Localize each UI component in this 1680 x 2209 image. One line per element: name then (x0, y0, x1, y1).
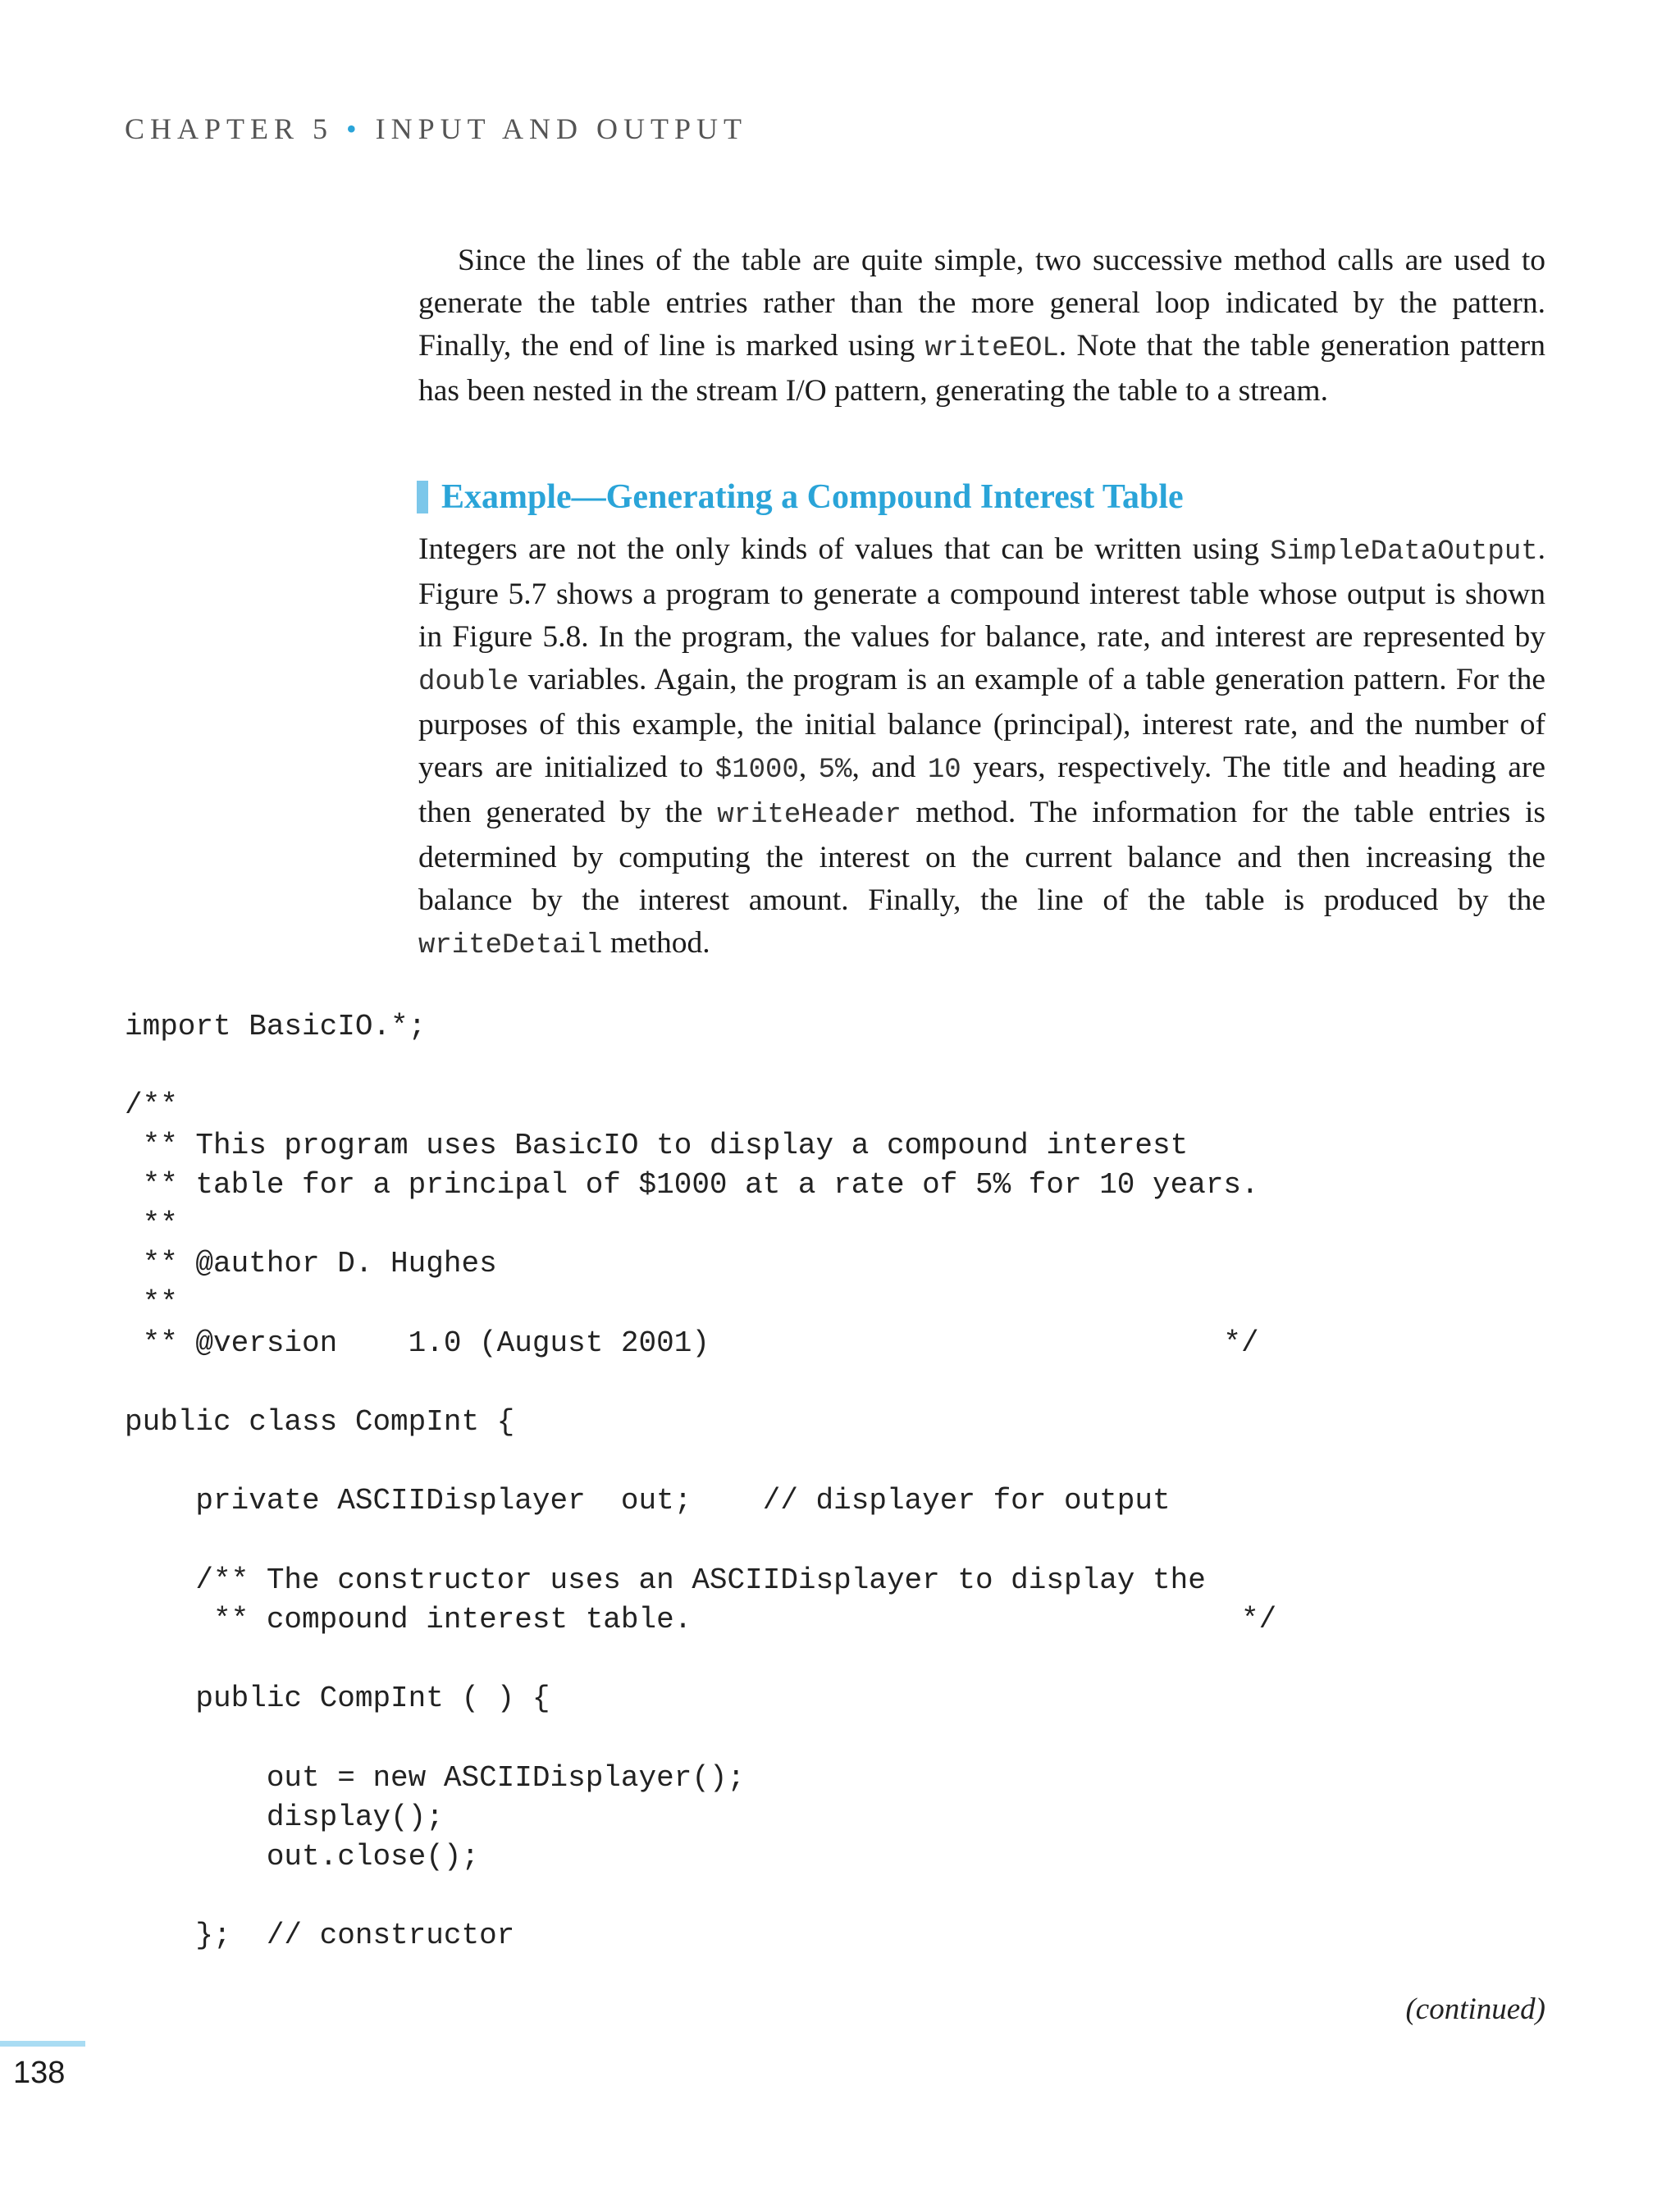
code-line: private ASCIIDisplayer out; // displayer for output (125, 1484, 1171, 1518)
heading-accent-bar (417, 481, 428, 513)
inline-code: writeHeader (717, 800, 902, 831)
paragraph-text: Integers are not the only kinds of values that can be written using (418, 532, 1271, 566)
code-line (125, 1718, 1276, 1758)
inline-code: writeEOL (924, 333, 1059, 364)
code-line: ** compound interest table. */ (125, 1602, 1277, 1636)
code-line (125, 1640, 1276, 1679)
chapter-label: CHAPTER 5 (125, 112, 334, 145)
code-line: ** This program uses BasicIO to display a compound interest (125, 1128, 1189, 1162)
paragraph-text: . Figure 5.7 shows a program to generate a compound interest table whose output is shown in Figure 5.8. In the program, the values for balance, rate, and interest are represented by (418, 532, 1545, 654)
running-head-bullet: • (346, 112, 363, 145)
section-heading-text: Example—Generating a Compound Interest Table (441, 478, 1184, 516)
body-paragraph-1 (418, 240, 1545, 413)
inline-code: $1000 (714, 755, 799, 786)
inline-code: double (418, 667, 519, 698)
body-paragraph-2 (418, 528, 1545, 967)
code-line: /** (125, 1089, 178, 1123)
code-line (125, 1047, 1276, 1086)
code-line: public CompInt ( ) { (125, 1682, 550, 1716)
code-line: ** (125, 1207, 178, 1241)
code-line (125, 1521, 1276, 1560)
paragraph-text: Since the lines of the table are quite simple, two successive method calls are used to generate the table entries rather than the more general loop indicated by the pattern. Finally, the end of line is marked using (418, 244, 1545, 363)
code-line: ** @version 1.0 (August 2001) */ (125, 1326, 1259, 1360)
inline-code: 10 (927, 755, 961, 786)
paragraph-text: , (798, 751, 819, 784)
code-listing (125, 1007, 1276, 1956)
code-line: /** The constructor uses an ASCIIDisplayer to display the (125, 1563, 1206, 1597)
inline-code: SimpleDataOutput (1270, 536, 1538, 568)
section-heading (417, 474, 1184, 520)
code-line: import BasicIO.*; (125, 1010, 427, 1043)
code-line (125, 1442, 1276, 1481)
code-line: out = new ASCIIDisplayer(); (125, 1760, 746, 1795)
code-line: public class CompInt { (125, 1404, 515, 1439)
paragraph-text: , and (851, 751, 928, 784)
chapter-title: INPUT AND OUTPUT (375, 112, 747, 145)
paragraph-text: . Note that the table generation pattern has been nested in the stream I/O pattern, generating the table to a stream. (418, 329, 1546, 408)
inline-code: writeDetail (418, 930, 603, 961)
code-line: display(); (125, 1800, 444, 1834)
running-head (125, 112, 747, 146)
paragraph-text: method. The information for the table entries is determined by computing the interest on the current balance and then increasing the balance by the interest amount. Finally, the line of the table is produced by the (418, 796, 1545, 917)
inline-code: 5% (818, 755, 852, 786)
continued-label: (continued) (1405, 1992, 1545, 2026)
code-line: out.close(); (125, 1839, 480, 1874)
page-number-rule (0, 2041, 85, 2047)
code-line: }; // constructor (125, 1919, 515, 1953)
page-number: 138 (13, 2056, 66, 2090)
paragraph-text: method. (602, 926, 710, 960)
code-line: ** @author D. Hughes (125, 1247, 497, 1281)
code-line (125, 1363, 1276, 1403)
code-line (125, 1877, 1276, 1916)
code-line: ** table for a principal of $1000 at a rate of 5% for 10 years. (125, 1167, 1259, 1202)
code-line: ** (125, 1286, 178, 1321)
paragraph-text: years, respectively. The title and heading are then generated by the (418, 751, 1545, 829)
paragraph-text: variables. Again, the program is an example of a table generation pattern. For the purposes of this example, the initial balance (principal), interest rate, and the number of years are initialized to (418, 663, 1545, 784)
